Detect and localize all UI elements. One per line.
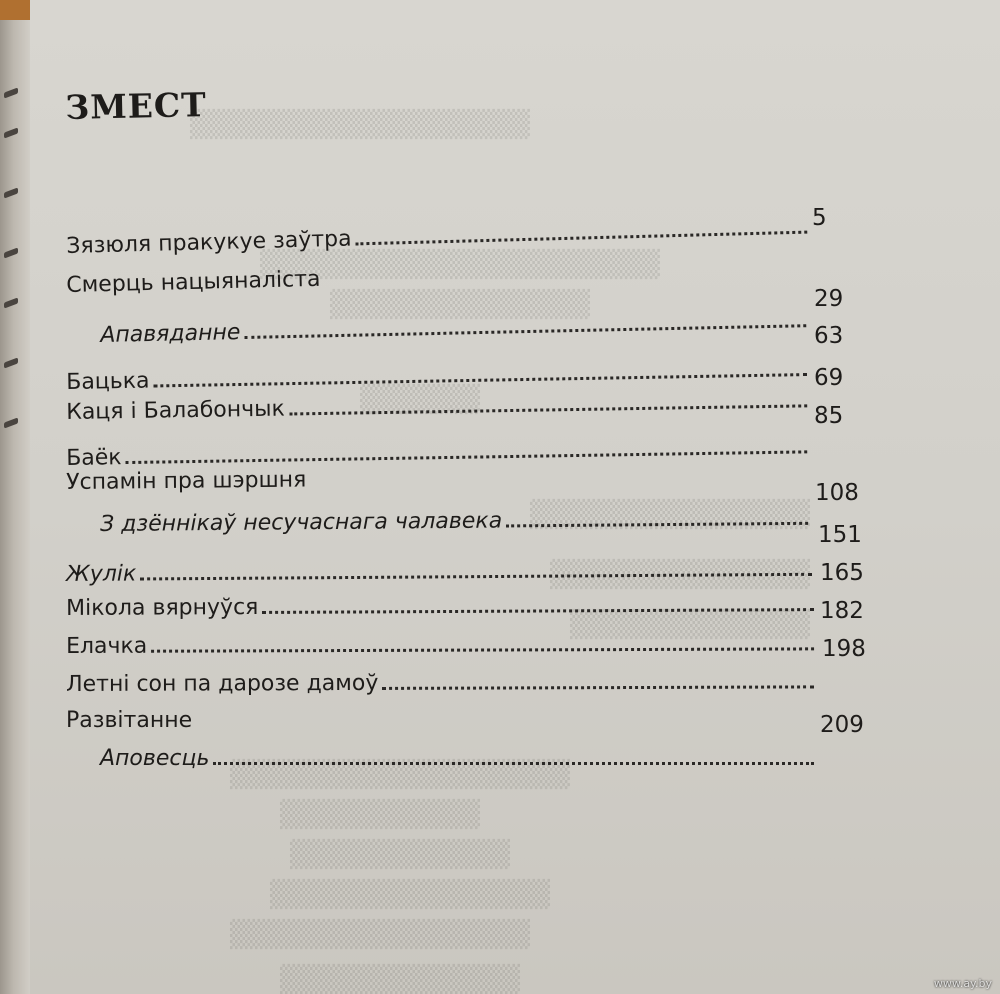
toc-entry xyxy=(66,555,816,587)
dot-leader xyxy=(289,386,808,415)
page-number: 85 xyxy=(814,403,844,429)
bleed-through-text: ▒▒▒▒▒▒▒▒▒▒ xyxy=(280,800,480,830)
toc-title: ЗМЕСТ xyxy=(65,85,208,127)
entry-title: Баёк xyxy=(66,445,122,471)
bleed-through-text: ▒▒▒▒▒▒▒▒▒▒▒▒▒▒▒▒▒ xyxy=(190,110,530,140)
entry-title: Зязюля пракукуе заўтра xyxy=(66,226,352,259)
entry-title: Каця і Балабончык xyxy=(66,396,285,425)
page-number: 63 xyxy=(814,323,844,349)
page-number: 108 xyxy=(815,480,859,506)
entry-title: Елачка xyxy=(66,633,148,659)
entry-subtitle: Аповесць xyxy=(100,746,210,771)
entry-title: Летні сон па дарозе дамоў xyxy=(66,670,379,697)
bleed-through-text: ▒▒▒▒▒▒▒▒▒▒▒▒▒▒ xyxy=(530,500,810,530)
bleed-through-text: ▒▒▒▒▒▒▒▒▒▒▒ xyxy=(290,840,510,870)
page-number: 69 xyxy=(814,365,844,391)
dot-leader xyxy=(151,629,814,652)
entry-title: Смерць нацыяналіста xyxy=(66,266,321,298)
entry-title: Успамін пра шэршня xyxy=(66,467,307,495)
page-number: 165 xyxy=(820,560,864,586)
page-number: 151 xyxy=(818,522,862,548)
page-number: 5 xyxy=(812,205,827,231)
entry-title: Бацька xyxy=(66,368,150,395)
dot-leader xyxy=(244,306,806,339)
bleed-through-text: ▒▒▒▒▒▒▒▒▒▒▒▒ xyxy=(280,965,520,994)
watermark: www.ay.by xyxy=(933,977,992,990)
toc-entry xyxy=(66,667,818,697)
dot-leader xyxy=(382,667,814,690)
dot-leader xyxy=(506,504,808,528)
toc-entry xyxy=(100,744,818,771)
dot-leader xyxy=(262,590,814,614)
bleed-through-text: ▒▒▒▒▒▒▒▒▒▒▒▒▒▒▒▒▒▒▒▒ xyxy=(260,250,660,280)
toc-entry xyxy=(66,590,818,621)
bleed-through-text: ▒▒▒▒▒▒ xyxy=(360,385,480,415)
toc-entry xyxy=(100,306,810,348)
bleed-through-text: ▒▒▒▒▒▒▒▒▒▒▒▒▒ xyxy=(550,560,810,590)
entry-subtitle: З дзённікаў несучаснага чалавека xyxy=(100,508,503,537)
toc-entry xyxy=(66,212,811,258)
entry-title: Развітанне xyxy=(66,708,193,733)
bleed-through-text: ▒▒▒▒▒▒▒▒▒▒▒▒▒▒▒▒▒ xyxy=(230,760,570,790)
bleed-through-text: ▒▒▒▒▒▒▒▒▒▒▒▒▒▒ xyxy=(270,880,550,910)
dot-leader xyxy=(153,355,807,387)
page-number: 182 xyxy=(820,598,864,624)
page-number: 29 xyxy=(814,286,844,312)
dot-leader xyxy=(213,744,814,765)
bleed-through-text: ▒▒▒▒▒▒▒▒▒▒▒▒ xyxy=(570,610,810,640)
page-number: 198 xyxy=(822,636,866,662)
entry-title: Мікола вярнуўся xyxy=(66,594,259,621)
toc-entry xyxy=(66,629,818,659)
toc-entry xyxy=(66,432,811,471)
page-number: 209 xyxy=(820,712,864,738)
entry-subtitle: Апавяданне xyxy=(100,320,241,348)
dot-leader xyxy=(125,432,807,464)
bleed-through-text: ▒▒▒▒▒▒▒▒▒▒▒▒▒▒▒ xyxy=(230,920,530,950)
dot-leader xyxy=(140,555,812,581)
dot-leader xyxy=(355,213,807,246)
bleed-through-text: ▒▒▒▒▒▒▒▒▒▒▒▒▒ xyxy=(330,290,590,320)
toc-entry xyxy=(100,504,812,537)
entry-title: Жулік xyxy=(66,561,137,587)
